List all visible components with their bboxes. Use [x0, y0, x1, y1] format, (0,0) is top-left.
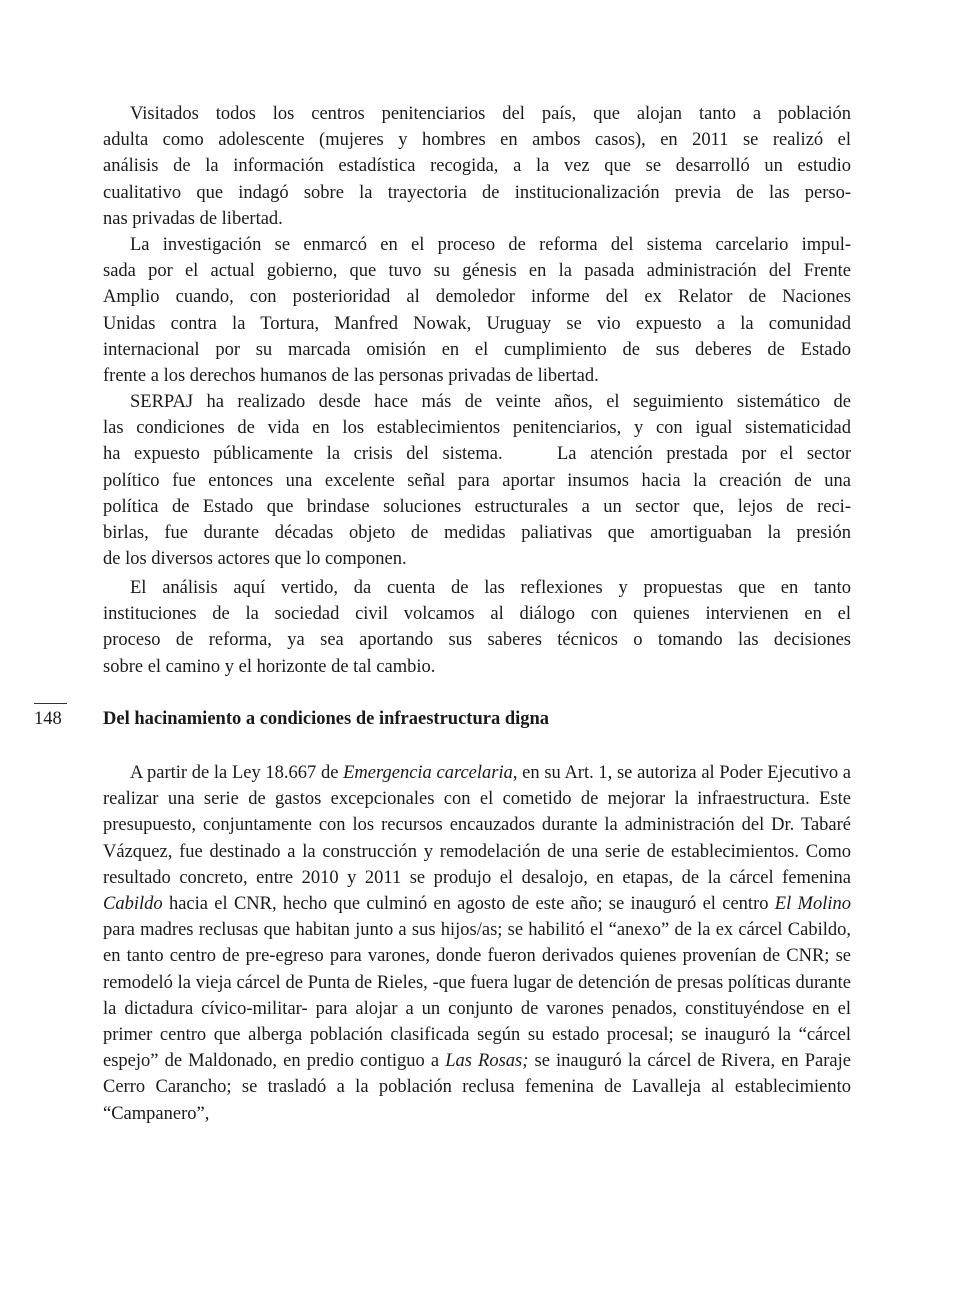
paragraph-2 [103, 232, 851, 389]
text-line: política de Estado que brindase soluciones estructurales a un sector que, lejos de reci- [103, 496, 851, 517]
text-run: , en su Art. 1, se autoriza al Poder Ejecutivo a realizar una serie de gastos excepcionales con el cometido de mejorar la infraestructura. Este presupuesto, conjuntamente con los recursos encauzados durante la administración del Dr. Tabaré Vázquez, fue destinado a la construcción y remodelación de una serie de establecimientos. Como resultado concreto, entre 2010 y 2011 se produjo el desalojo, en etapas, de la cárcel femenina [103, 763, 851, 888]
text-line: instituciones de la sociedad civil volcamos al diálogo con quienes intervienen en el [103, 604, 851, 625]
text-line: análisis de la información estadística recogida, a la vez que se desarrolló un estudio [103, 156, 851, 177]
text-run: para madres reclusas que habitan junto a sus hijos/as; se habilitó el “anexo” de la ex cárcel Cabildo, en tanto centro de pre-egreso para varones, donde fueron derivados quienes provenían de CNR; se remodeló la vieja cárcel de Punta de Rieles, -que fuera lugar de detención de presas políticas durante la dictadura cívico-militar- para alojar a un conjunto de varones penados, constituyéndose en el primer centro que alberga población clasificada según su estado procesal; se inauguró la “cárcel espejo” de Maldonado, en predio contiguo a [103, 920, 851, 1072]
italic-run: Emergencia carcelaria [343, 763, 513, 783]
text-line: de los diversos actores que lo componen. [103, 549, 407, 570]
paragraph-1 [103, 101, 851, 232]
text-line: sobre el camino y el horizonte de tal cambio. [103, 656, 436, 677]
text-line: frente a los derechos humanos de las personas privadas de libertad. [103, 366, 599, 387]
text-line: Unidas contra la Tortura, Manfred Nowak, Uruguay se vio expuesto a la comunidad [103, 313, 851, 334]
text-line: birlas, fue durante décadas objeto de medidas paliativas que amortiguaban la presión [103, 523, 851, 544]
paragraph-4 [103, 575, 851, 680]
text-line: SERPAJ ha realizado desde hace más de veinte años, el seguimiento sistemático de [130, 392, 851, 412]
text-line: nas privadas de libertad. [103, 208, 283, 229]
text-line: El análisis aquí vertido, da cuenta de las reflexiones y propuestas que en tanto [130, 578, 851, 598]
text-line: político fue entonces una excelente señal para aportar insumos hacia la creación de una [103, 470, 851, 491]
italic-run: Las Rosas; [445, 1051, 529, 1072]
page-number: 148 [34, 709, 62, 729]
paragraph-3 [103, 389, 851, 572]
text-line: ha expuesto públicamente la crisis del sistema. La atención prestada por el sector [103, 444, 851, 465]
text-line: cualitativo que indagó sobre la trayectoria de institucionalización previa de las perso- [103, 182, 851, 203]
text-run: A partir de la Ley 18.667 de [130, 763, 344, 783]
text-line: internacional por su marcada omisión en el cumplimiento de sus deberes de Estado [103, 339, 851, 360]
text-line: sada por el actual gobierno, que tuvo su génesis en la pasada administración del Frente [103, 261, 851, 282]
text-line: proceso de reforma, ya sea aportando sus saberes técnicos o tomando las decisiones [103, 630, 851, 651]
text-run: se inauguró la cárcel de Rivera, en Paraje Cerro Carancho; se trasladó a la población reclusa femenina de Lavalleja al establecimiento “Campanero”, [103, 1051, 851, 1124]
text-line: Visitados todos los centros penitenciarios del país, que alojan tanto a población [130, 104, 851, 124]
page-number-rule [34, 703, 67, 704]
italic-run: El Molino [774, 894, 851, 915]
text-line: Amplio cuando, con posterioridad al demoledor informe del ex Relator de Naciones [103, 287, 851, 308]
section-paragraph [103, 760, 851, 1127]
section-heading: Del hacinamiento a condiciones de infraestructura digna [103, 709, 550, 729]
text-run: hacia el CNR, hecho que culminó en agosto de este año; se inauguró el centro [162, 894, 775, 915]
text-line: las condiciones de vida en los establecimientos penitenciarios, y con igual sistematicidad [103, 418, 851, 439]
text-line: La investigación se enmarcó en el proceso de reforma del sistema carcelario impul- [130, 235, 851, 255]
italic-run: Cabildo [103, 894, 163, 915]
text-line: adulta como adolescente (mujeres y hombres en ambos casos), en 2011 se realizó el [103, 130, 851, 151]
